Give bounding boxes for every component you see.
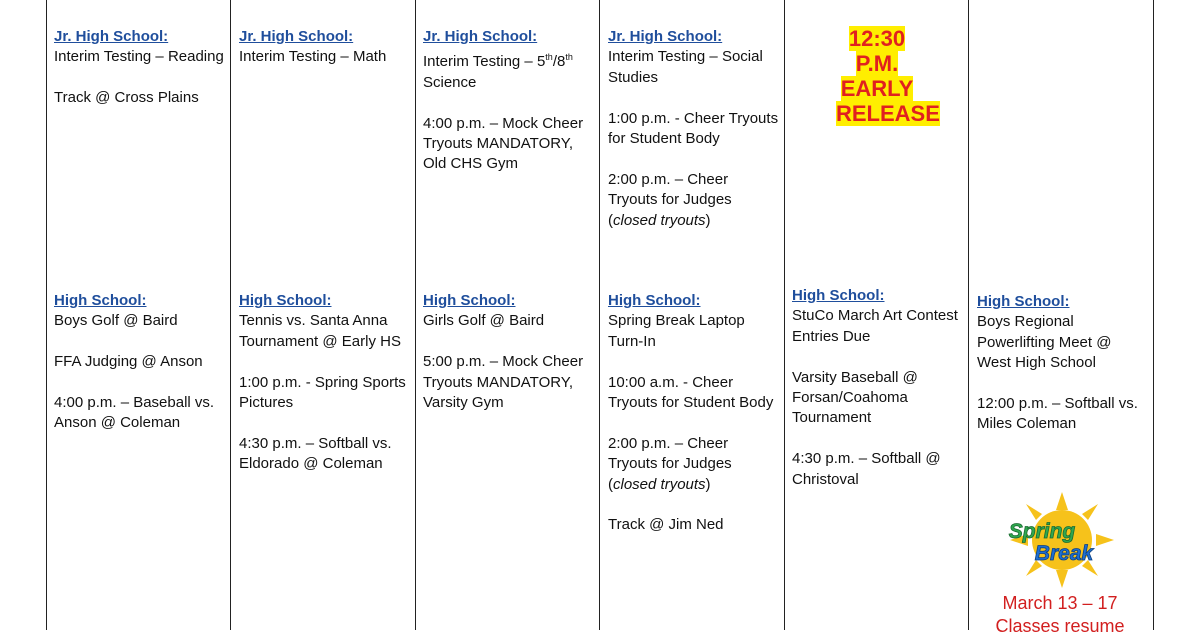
event-line: Interim Testing – Math — [239, 48, 387, 66]
event-line: 4:00 p.m. – Mock Cheer Tryouts MANDATORY, Old CHS Gym — [423, 114, 584, 173]
high-school-header: High School: — [792, 287, 885, 304]
event-line: Tennis vs. Santa Anna Tournament @ Early HS — [239, 312, 401, 350]
high-school-header: High School: — [608, 292, 701, 309]
high-school-events-col1 — [54, 291, 226, 434]
event-line: 12:00 p.m. – Softball vs. Miles Coleman — [977, 395, 1138, 433]
high-school-events-col3 — [423, 291, 595, 413]
grid-line — [784, 0, 785, 630]
high-school-events-col4 — [608, 291, 780, 536]
event-line: Boys Regional Powerlifting Meet @ West High School — [977, 313, 1112, 372]
high-school-events-col2 — [239, 291, 411, 475]
jr-high-events-col3 — [423, 27, 595, 175]
event-line: Interim Testing – Social Studies — [608, 48, 763, 86]
event-line: 1:00 p.m. - Cheer Tryouts for Student Body — [608, 109, 779, 148]
logo-word-break: Break — [1034, 542, 1094, 565]
event-line: Boys Golf @ Baird — [54, 312, 178, 330]
jr-high-header: Jr. High School: — [239, 28, 354, 45]
event-line: Track @ Cross Plains — [54, 89, 199, 107]
event-line: 1:00 p.m. - Spring Sports Pictures — [239, 373, 406, 412]
jr-high-events-col1 — [54, 27, 226, 109]
high-school-header: High School: — [423, 292, 516, 309]
high-school-events-col6 — [977, 292, 1149, 435]
grid-line — [46, 0, 47, 630]
event-line: Spring Break Laptop Turn-In — [608, 312, 745, 350]
spring-break-dates: March 13 – 17 Classes resume — [995, 593, 1125, 636]
event-line: 10:00 a.m. - Cheer Tryouts for Student Body — [608, 373, 774, 412]
high-school-header: High School: — [54, 292, 147, 309]
jr-high-header: Jr. High School: — [54, 28, 169, 45]
jr-high-events-col4 — [608, 27, 780, 231]
event-line: Girls Golf @ Baird — [423, 312, 545, 330]
event-line: Interim Testing – Reading — [54, 48, 224, 66]
high-school-header: High School: — [977, 293, 1070, 310]
jr-high-header: Jr. High School: — [608, 28, 723, 45]
high-school-header: High School: — [239, 292, 332, 309]
event-line: StuCo March Art Contest Entries Due — [792, 307, 958, 345]
event-line: Interim Testing – 5th/8th Science — [423, 52, 573, 91]
event-line: 4:30 p.m. – Softball vs. Eldorado @ Coleman — [239, 434, 392, 473]
event-line: 5:00 p.m. – Mock Cheer Tryouts MANDATORY, Varsity Gym — [423, 353, 584, 412]
high-school-events-col5 — [792, 286, 964, 490]
event-line: Varsity Baseball @ Forsan/Coahoma Tournament — [792, 368, 918, 427]
logo-word-spring: Spring — [1008, 520, 1076, 543]
event-line: Track @ Jim Ned — [608, 516, 724, 534]
event-line: 4:30 p.m. – Softball @ Christoval — [792, 450, 941, 488]
spring-break-logo — [990, 490, 1130, 594]
grid-line — [599, 0, 600, 630]
grid-line — [230, 0, 231, 630]
grid-line — [1153, 0, 1154, 630]
event-line: 4:00 p.m. – Baseball vs. Anson @ Coleman — [54, 394, 215, 432]
jr-high-header: Jr. High School: — [423, 28, 538, 45]
event-line: 2:00 p.m. – Cheer Tryouts for Judges (closed tryouts) — [608, 434, 732, 493]
event-line: 2:00 p.m. – Cheer Tryouts for Judges (closed tryouts) — [608, 170, 732, 229]
early-release-notice: 12:30 P.M. EARLY RELEASE — [836, 26, 940, 126]
jr-high-events-col2 — [239, 27, 411, 68]
grid-line — [415, 0, 416, 630]
grid-line — [968, 0, 969, 630]
event-line: FFA Judging @ Anson — [54, 353, 203, 371]
